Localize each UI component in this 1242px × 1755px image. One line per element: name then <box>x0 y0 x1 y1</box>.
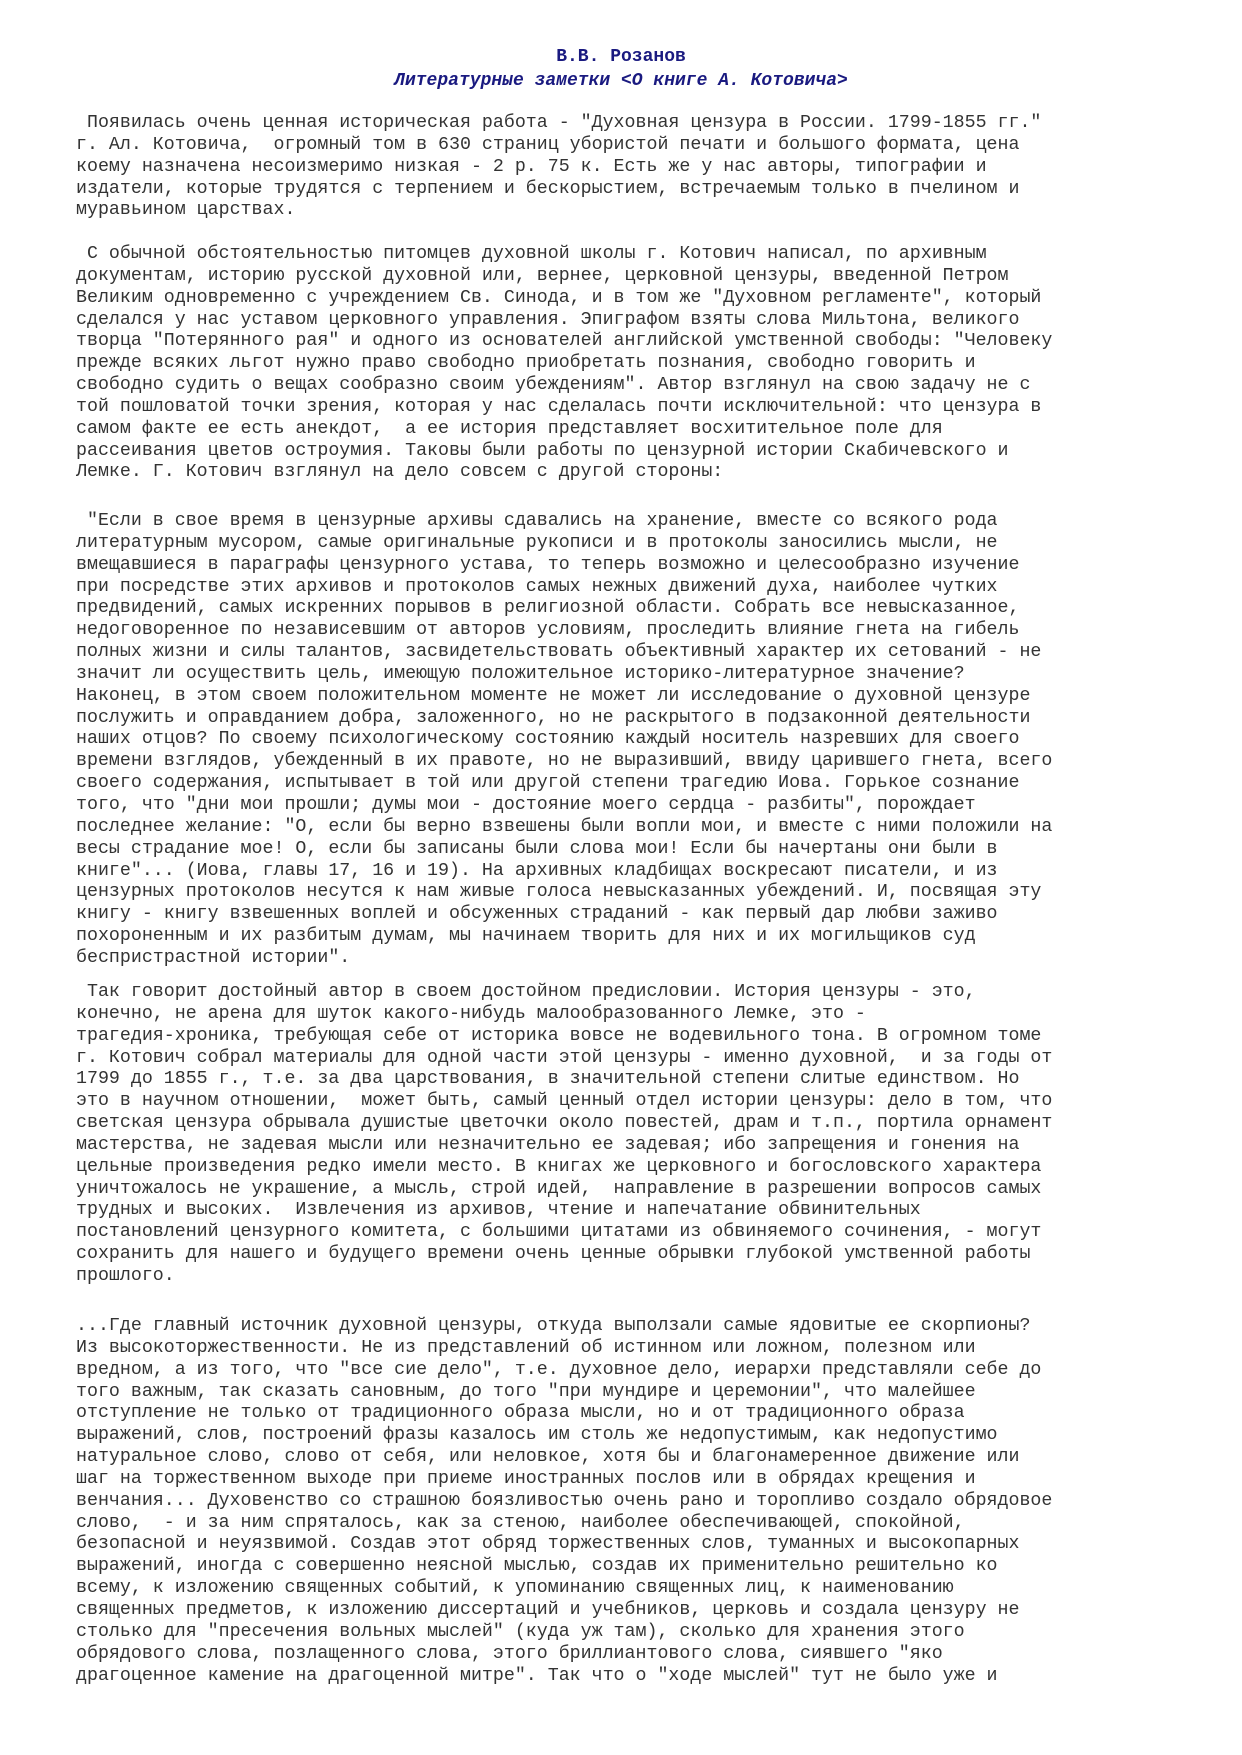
article-title: Литературные заметки <О книге А. Котовича> <box>394 71 848 91</box>
paragraph-2: С обычной обстоятельностью питомцев духовной школы г. Котович написал, по архивным документам, историю русской духовной или, вернее, церковной цензуры, введенной Петром Великим одновременно с учреждением Св. Синода, и в том же "Духовном регламенте", который сделался у нас уставом церковного управления. Эпиграфом взяты слова Мильтона, великого творца "Потерянного рая" и одного из основателей английской умственной свободы: "Человеку прежде всяких льгот нужно право свободно приобретать познания, свободно говорить и свободно судить о вещах сообразно своим убеждениям". Автор взглянул на свою задачу не с той пошловатой точки зрения, которая у нас сделалась почти исключительной: что цензура в самом факте ее есть анекдот, а ее история представляет восхитительное поле для рассеивания цветов остроумия. Таковы были работы по цензурной истории Скабичевского и Лемке. Г. Котович взглянул на дело совсем с другой стороны: <box>76 244 1053 483</box>
paragraph-1: Появилась очень ценная историческая работа - "Духовная цензура в России. 1799-1855 гг." г. Ал. Котовича, огромный том в 630 страниц убористой печати и большого формата, цена коему назначена несоизмеримо низкая - 2 р. 75 к. Есть же у нас авторы, типографии и издатели, которые трудятся с терпением и бескорыстием, встречаемым только в пчелином и муравьином царствах. <box>76 113 1042 221</box>
paragraph-5: ...Где главный источник духовной цензуры, откуда выползали самые ядовитые ее скорпионы? Из высокоторжественности. Не из представлений об истинном или ложном, полезном или вредном, а из того, что "все сие дело", т.е. духовное дело, иерархи представляли себе до того важным, так сказать сановным, до того "при мундире и церемонии", что малейшее отступление не только от традиционного образа мысли, но и от традиционного образа выражений, слов, построений фразы казалось им столь же недопустимым, как недопустимо натуральное слово, слово от себя, или неловкое, хотя бы и благонамеренное движение или шаг на торжественном выходе при приеме иностранных послов или в обрядах крещения и венчания... Духовенство со страшною боязливостью очень рано и торопливо создало обрядовое слово, - и за ним спряталось, как за стеною, наиболее обеспечивающей, спокойной, безопасной и неуязвимой. Создав этот обряд торжественных слов, туманных и высокопарных выражений, иногда с совершенно неясной мыслью, создав их применительно решительно ко всему, к изложению священных событий, к упоминанию священных лиц, к наименованию священных предметов, к изложению диссертаций и учебников, церковь и создала цензуру не столько для "пресечения вольных мыслей" (куда уж там), сколько для хранения этого обрядового слова, позлащенного слова, этого бриллиантового слова, сиявшего "яко драгоценное камение на драгоценной митре". Так что о "ходе мыслей" тут не было уже и <box>76 1316 1053 1686</box>
paragraph-4: Так говорит достойный автор в своем достойном предисловии. История цензуры - это, конечно, не арена для шуток какого-нибудь малообразованного Лемке, это - трагедия-хроника, требующая себе от историка вовсе не водевильного тона. В огромном томе г. Котович собрал материалы для одной части этой цензуры - именно духовной, и за годы от 1799 до 1855 г., т.е. за два царствования, в значительной степени слитые единством. Но это в научном отношении, может быть, самый ценный отдел истории цензуры: дело в том, что светская цензура обрывала душистые цветочки около повестей, драм и т.п., портила орнамент мастерства, не задевая мысли или незначительно ее задевая; ибо запрещения и гонения на цельные произведения редко имели место. В книгах же церковного и богословского характера уничтожалось не украшение, а мысль, строй идей, направление в разрешении вопросов самых трудных и высоких. Извлечения из архивов, чтение и напечатание обвинительных постановлений цензурного комитета, с большими цитатами из обвиняемого сочинения, - могут сохранить для нашего и будущего времени очень ценные обрывки глубокой умственной работы прошлого. <box>76 982 1053 1286</box>
paragraph-3: "Если в свое время в цензурные архивы сдавались на хранение, вместе со всякого рода литературным мусором, самые оригинальные рукописи и в протоколы заносились мысли, не вмещавшиеся в параграфы цензурного устава, то теперь возможно и целесообразно изучение при посредстве этих архивов и протоколов самых нежных движений духа, наиболее чутких предвидений, самых искренних порывов в религиозной области. Собрать все невысказанное, недоговоренное по независевшим от авторов условиям, проследить влияние гнета на гибель полных жизни и силы талантов, засвидетельствовать объективный характер их сетований - не значит ли осуществить цель, имеющую положительное историко-литературное значение? Наконец, в этом своем положительном моменте не может ли исследование о духовной цензуре послужить и оправданием добра, заложенного, но не раскрытого в подзаконной деятельности наших отцов? По своему психологическому состоянию каждый носитель назревших для своего времени взглядов, убежденный в их правоте, но не выразивший, ввиду царившего гнета, всего своего содержания, испытывает в той или другой степени трагедию Иова. Горькое сознание того, что "дни мои прошли; думы мои - достояние моего сердца - разбиты", порождает последнее желание: "О, если бы верно взвешены были вопли мои, и вместе с ними положили на весы страдание мое! О, если бы записаны были слова мои! Если бы начертаны они были в книге"... (Иова, главы 17, 16 и 19). На архивных кладбищах воскресают писатели, и из цензурных протоколов несутся к нам живые голоса невысказанных убеждений. И, посвящая эту книгу - книгу взвешенных воплей и обсуженных страданий - как первый дар любви заживо похороненным и их разбитым думам, мы начинаем творить для них и их могильщиков суд беспристрастной истории". <box>76 511 1053 968</box>
author-name: В.В. Розанов <box>556 47 686 67</box>
